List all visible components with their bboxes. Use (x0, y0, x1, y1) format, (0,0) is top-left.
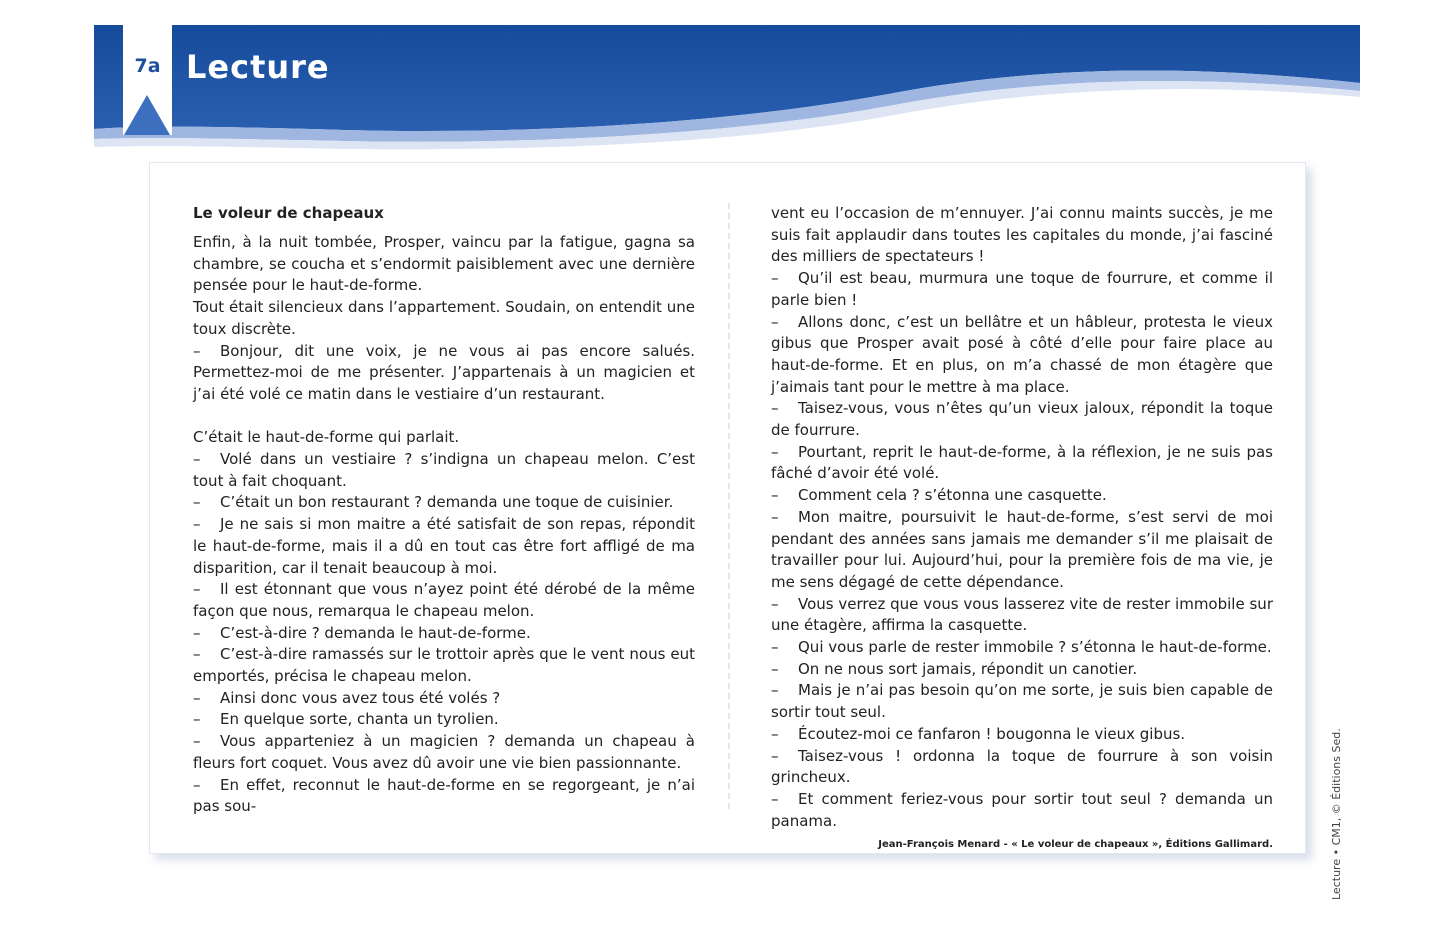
dialogue-dash: – (193, 341, 201, 360)
story-paragraph (193, 427, 695, 449)
dialogue-dash: – (771, 507, 779, 526)
paragraph-text: Mon maitre, poursuivit le haut-de-forme, s’est servi de moi pendant des années sans jamais me demander s’il me plaisait de travailler pour lui. Aujourd’hui, pour la première fois de ma vie, je me sens dégagé de cette dépendance. (771, 507, 1273, 591)
story-paragraph (771, 594, 1273, 637)
story-paragraph (771, 724, 1273, 746)
side-note: Lecture • CM1, © Éditions Sed. (1330, 728, 1343, 900)
dialogue-dash: – (771, 269, 779, 288)
paragraph-text: Qu’il est beau, murmura une toque de fourrure, et comme il parle bien ! (771, 269, 1273, 309)
left-paragraphs (193, 232, 695, 818)
story-paragraph (771, 680, 1273, 723)
paragraph-text: C’était un bon restaurant ? demanda une toque de cuisinier. (220, 493, 674, 512)
paragraph-text: Taisez-vous, vous n’êtes qu’un vieux jaloux, répondit la toque de fourrure. (771, 399, 1273, 440)
paragraph-text: Enfin, à la nuit tombée, Prosper, vaincu par la fatigue, gagna sa chambre, se coucha et s’endormit paisiblement avec une dernière pensée pour le haut-de-forme. (193, 233, 695, 295)
dialogue-dash: – (771, 789, 779, 808)
story-title: Le voleur de chapeaux (193, 204, 384, 222)
story-paragraph (193, 232, 695, 297)
story-paragraph (193, 644, 695, 687)
story-paragraph (771, 789, 1273, 832)
paragraph-text: Écoutez-moi ce fanfaron ! bougonna le vieux gibus. (798, 724, 1186, 743)
section-tab (123, 25, 172, 135)
story-paragraph (193, 492, 695, 514)
dialogue-dash: – (771, 659, 779, 678)
dialogue-dash: – (771, 486, 779, 505)
dialogue-dash: – (193, 732, 201, 751)
dialogue-dash: – (771, 724, 779, 743)
paragraph-text: Comment cela ? s’étonna une casquette. (798, 486, 1107, 505)
story-paragraph (771, 507, 1273, 594)
dialogue-dash: – (771, 638, 779, 657)
story-paragraph (193, 775, 695, 818)
paragraph-text: Bonjour, dit une voix, je ne vous ai pas encore salués. Permettez-moi de me présenter. J’appartenais à un magicien et j’ai été volé ce matin dans le vestiaire d’un restaurant. (193, 341, 695, 403)
paragraph-text: Volé dans un vestiaire ? s’indigna un chapeau melon. C’est tout à fait choquant. (193, 450, 695, 490)
paragraph-text: On ne nous sort jamais, répondit un canotier. (798, 659, 1138, 678)
paragraph-text: C’était le haut-de-forme qui parlait. (193, 428, 460, 447)
right-column (771, 203, 1273, 852)
paragraph-text: Tout était silencieux dans l’appartement. Soudain, on entendit une toux discrète. (193, 298, 695, 338)
dialogue-dash: – (193, 623, 201, 642)
paragraph-text: Et comment feriez-vous pour sortir tout seul ? demanda un panama. (771, 789, 1273, 830)
dialogue-dash: – (193, 688, 201, 707)
paragraph-text: En effet, reconnut le haut-de-forme en se regorgeant, je n’ai pas sou- (193, 775, 695, 816)
paragraph-text: Qui vous parle de rester immobile ? s’étonna le haut-de-forme. (798, 638, 1272, 657)
paragraph-text: C’est-à-dire ramassés sur le trottoir après que le vent nous eut emportés, précisa le chapeau melon. (193, 645, 695, 686)
story-paragraph (193, 709, 695, 731)
story-paragraph (193, 449, 695, 492)
paragraph-text: Mais je n’ai pas besoin qu’on me sorte, je suis bien capable de sortir tout seul. (771, 681, 1273, 722)
story-paragraph (193, 688, 695, 710)
paragraph-text: C’est-à-dire ? demanda le haut-de-forme. (220, 623, 531, 642)
paragraph-text: Vous apparteniez à un magicien ? demanda un chapeau à fleurs fort coquet. Vous avez dû avoir une vie bien passionnante. (193, 732, 695, 772)
section-triangle-icon (124, 95, 170, 135)
header-banner (94, 25, 1360, 150)
paragraph-text: Taisez-vous ! ordonna la toque de fourrure à son voisin grincheux. (771, 746, 1273, 787)
dialogue-dash: – (771, 312, 779, 331)
story-paragraph (771, 398, 1273, 441)
story-paragraph (771, 442, 1273, 485)
story-paragraph (193, 623, 695, 645)
paragraph-text: Pourtant, reprit le haut-de-forme, à la réflexion, je ne suis pas fâché d’avoir été volé. (771, 442, 1273, 483)
dialogue-dash: – (193, 710, 201, 729)
source-credit: Jean-François Menard - « Le voleur de chapeaux », Éditions Gallimard. (878, 839, 1273, 851)
story-paragraph (771, 485, 1273, 507)
left-column (193, 203, 695, 818)
section-number: 7a (134, 55, 161, 77)
right-paragraphs (771, 203, 1273, 832)
story-paragraph (193, 579, 695, 622)
page-title: Lecture (186, 48, 330, 86)
column-divider (728, 203, 730, 809)
paragraph-gap (193, 406, 695, 428)
story-paragraph (771, 659, 1273, 681)
dialogue-dash: – (193, 450, 201, 469)
dialogue-dash: – (193, 645, 201, 664)
dialogue-dash: – (771, 399, 779, 418)
dialogue-dash: – (193, 515, 201, 534)
story-paragraph (771, 203, 1273, 268)
dialogue-dash: – (193, 493, 201, 512)
text-card (149, 162, 1306, 854)
story-paragraph (193, 514, 695, 579)
story-paragraph (771, 268, 1273, 311)
banner-wave (94, 25, 1360, 150)
paragraph-text: En quelque sorte, chanta un tyrolien. (220, 710, 499, 729)
story-paragraph (771, 637, 1273, 659)
story-paragraph (193, 297, 695, 340)
paragraph-text: Ainsi donc vous avez tous été volés ? (220, 688, 501, 707)
dialogue-dash: – (193, 775, 201, 794)
story-paragraph (771, 746, 1273, 789)
paragraph-text: vent eu l’occasion de m’ennuyer. J’ai connu maints succès, je me suis fait applaudir dans toutes les capitales du monde, j’ai fasciné des milliers de spectateurs ! (771, 204, 1273, 266)
dialogue-dash: – (771, 746, 779, 765)
paragraph-text: Allons donc, c’est un bellâtre et un hâbleur, protesta le vieux gibus que Prosper avait posé à côté d’elle pour faire place au haut-de-forme. Et en plus, on m’a chassé de mon étagère que j’aimais tant pour le mettre à ma place. (771, 312, 1273, 396)
dialogue-dash: – (771, 442, 779, 461)
dialogue-dash: – (771, 681, 779, 700)
story-paragraph (193, 731, 695, 774)
paragraph-text: Je ne sais si mon maitre a été satisfait de son repas, répondit le haut-de-forme, mais il a dû en tout cas être fort affligé de ma disparition, car il tenait beaucoup à moi. (193, 515, 695, 577)
paragraph-text: Il est étonnant que vous n’ayez point été dérobé de la même façon que nous, remarqua le chapeau melon. (193, 580, 695, 620)
dialogue-dash: – (771, 594, 779, 613)
dialogue-dash: – (193, 580, 201, 599)
story-paragraph (193, 341, 695, 406)
paragraph-text: Vous verrez que vous vous lasserez vite de rester immobile sur une étagère, affirma la casquette. (771, 594, 1273, 635)
story-paragraph (771, 312, 1273, 399)
